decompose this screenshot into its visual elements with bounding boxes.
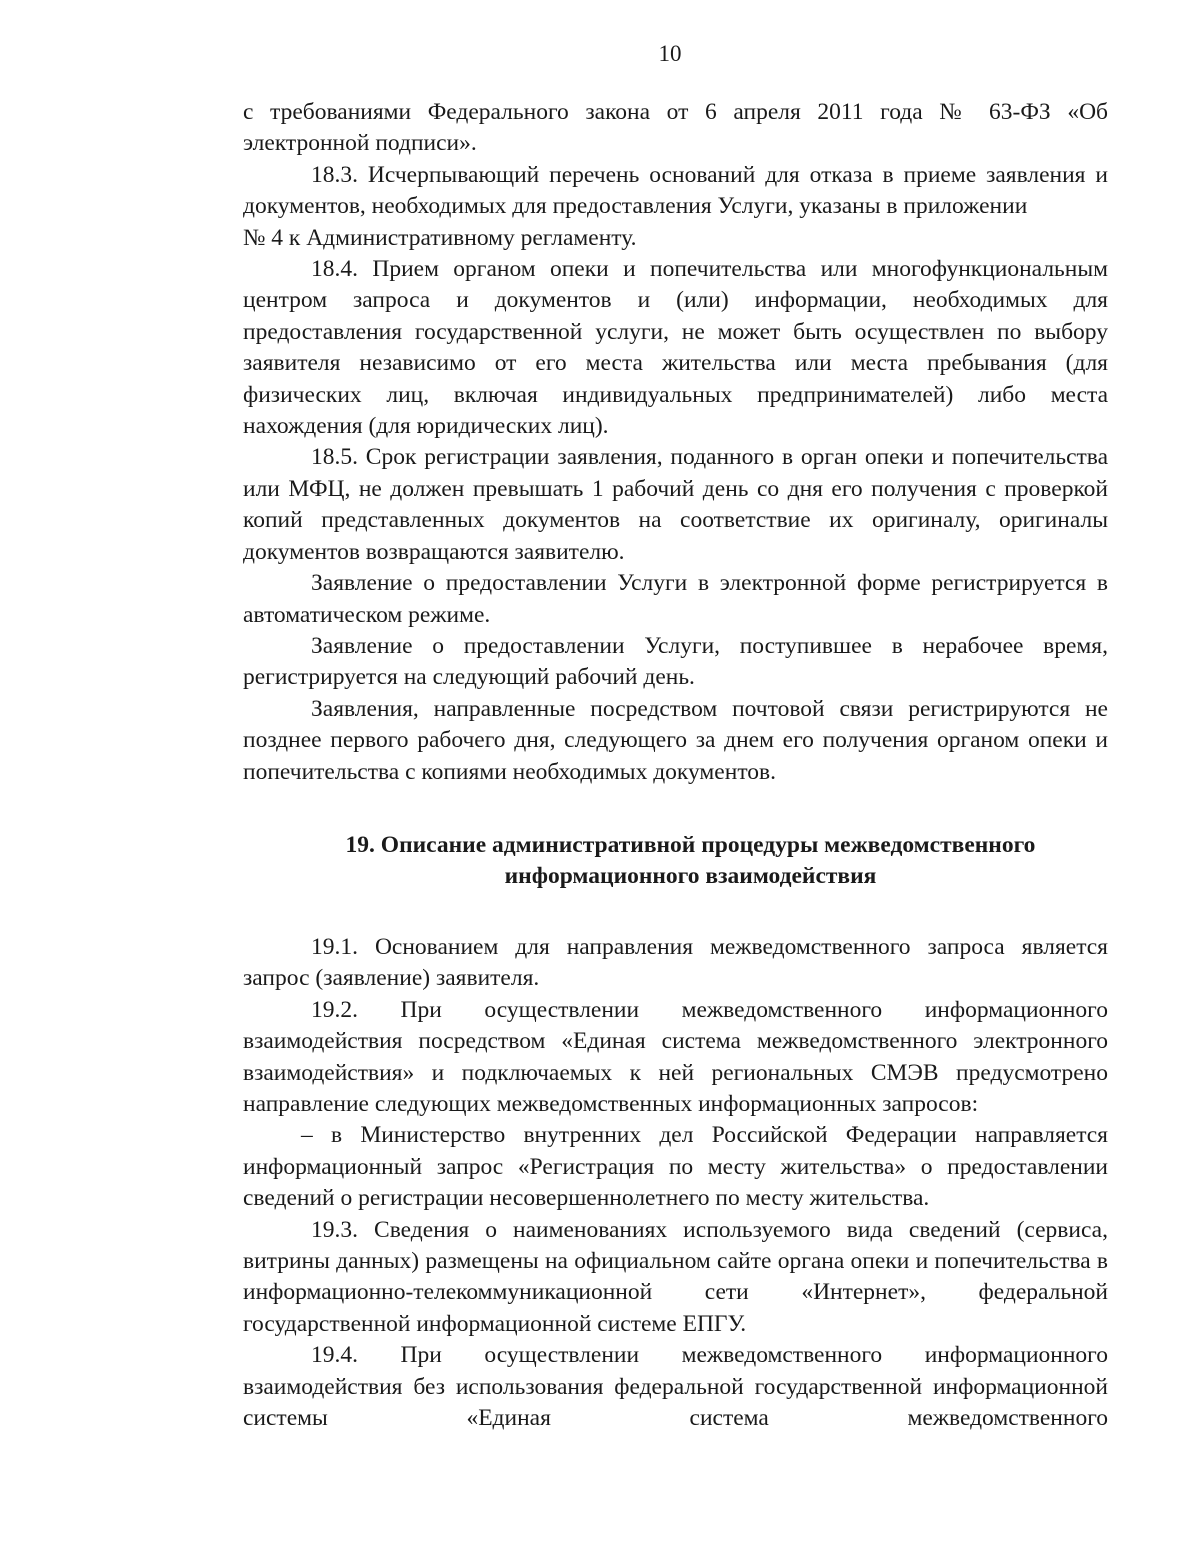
document-body [243,97,1108,1434]
paragraph-postal-registration: Заявления, направленные посредством почтовой связи регистрируются не позднее первого рабочего дня, следующего за днем его получения органом опеки и попечительства с копиями необходимых документов. [243,695,1108,785]
section-heading-19 [243,830,1108,892]
section-heading-line-1: 19. Описание административной процедуры межведомственного [345,831,1036,858]
section-heading-line-2: информационного взаимодействия [504,862,877,889]
paragraph-esignature-law: с требованиями Федерального закона от 6 апреля 2011 года № 63-ФЗ «Об электронной подписи». [243,99,1108,157]
paragraph-19-2: 19.2. При осуществлении межведомственного информационного взаимодействия посредством «Единая система межведомственного электронного взаимодействия» и подключаемых к ней региональных СМЭВ предусмотрено направление следующих межведомственных информационных запросов: [243,996,1108,1117]
paragraph-appendix-ref: № 4 к Административному регламенту. [243,224,637,251]
paragraph-19-1: 19.1. Основанием для направления межведомственного запроса является запрос (заявление) заявителя. [243,933,1108,992]
paragraph-18-4: 18.4. Прием органом опеки и попечительства или многофункциональным центром запроса и документов и (или) информации, необходимых для предоставления государственной услуги, не может быть осуществлен по выбору заявителя независимо от его места жительства или места пребывания (для физических лиц, включая индивидуальных предпринимателей) либо места нахождения (для юридических лиц). [243,256,1108,440]
paragraph-electronic-registration: Заявление о предоставлении Услуги в электронной форме регистрируется в автоматическом режиме. [243,570,1108,628]
paragraph-mvd-request: – в Министерство внутренних дел Российской Федерации направляется информационный запрос «Регистрация по месту жительства» о предоставлении сведений о регистрации несовершеннолетнего по месту жительства. [243,1122,1108,1212]
paragraph-19-3: 19.3. Сведения о наименованиях используемого вида сведений (сервиса, витрины данных) размещены на официальном сайте органа опеки и попечительства в информационно-телекоммуникационной сети «Интернет», федеральной государственной информационной системе ЕПГУ. [243,1216,1108,1337]
page-number: 10 [658,41,682,66]
paragraph-18-5: 18.5. Срок регистрации заявления, поданного в орган опеки и попечительства или МФЦ, не должен превышать 1 рабочий день со дня его получения с проверкой копий представленных документов на соответствие их оригиналу, оригиналы документов возвращаются заявителю. [243,444,1108,565]
paragraph-19-4: 19.4. При осуществлении межведомственного информационного взаимодействия без использования федеральной государственной информационной системы «Единая система межведомственного [243,1342,1108,1432]
paragraph-nonworking-time: Заявление о предоставлении Услуги, поступившее в нерабочее время, регистрируется на следующий рабочий день. [243,632,1108,691]
paragraph-18-3: 18.3. Исчерпывающий перечень оснований для отказа в приеме заявления и документов, необходимых для предоставления Услуги, указаны в приложении [243,161,1108,220]
